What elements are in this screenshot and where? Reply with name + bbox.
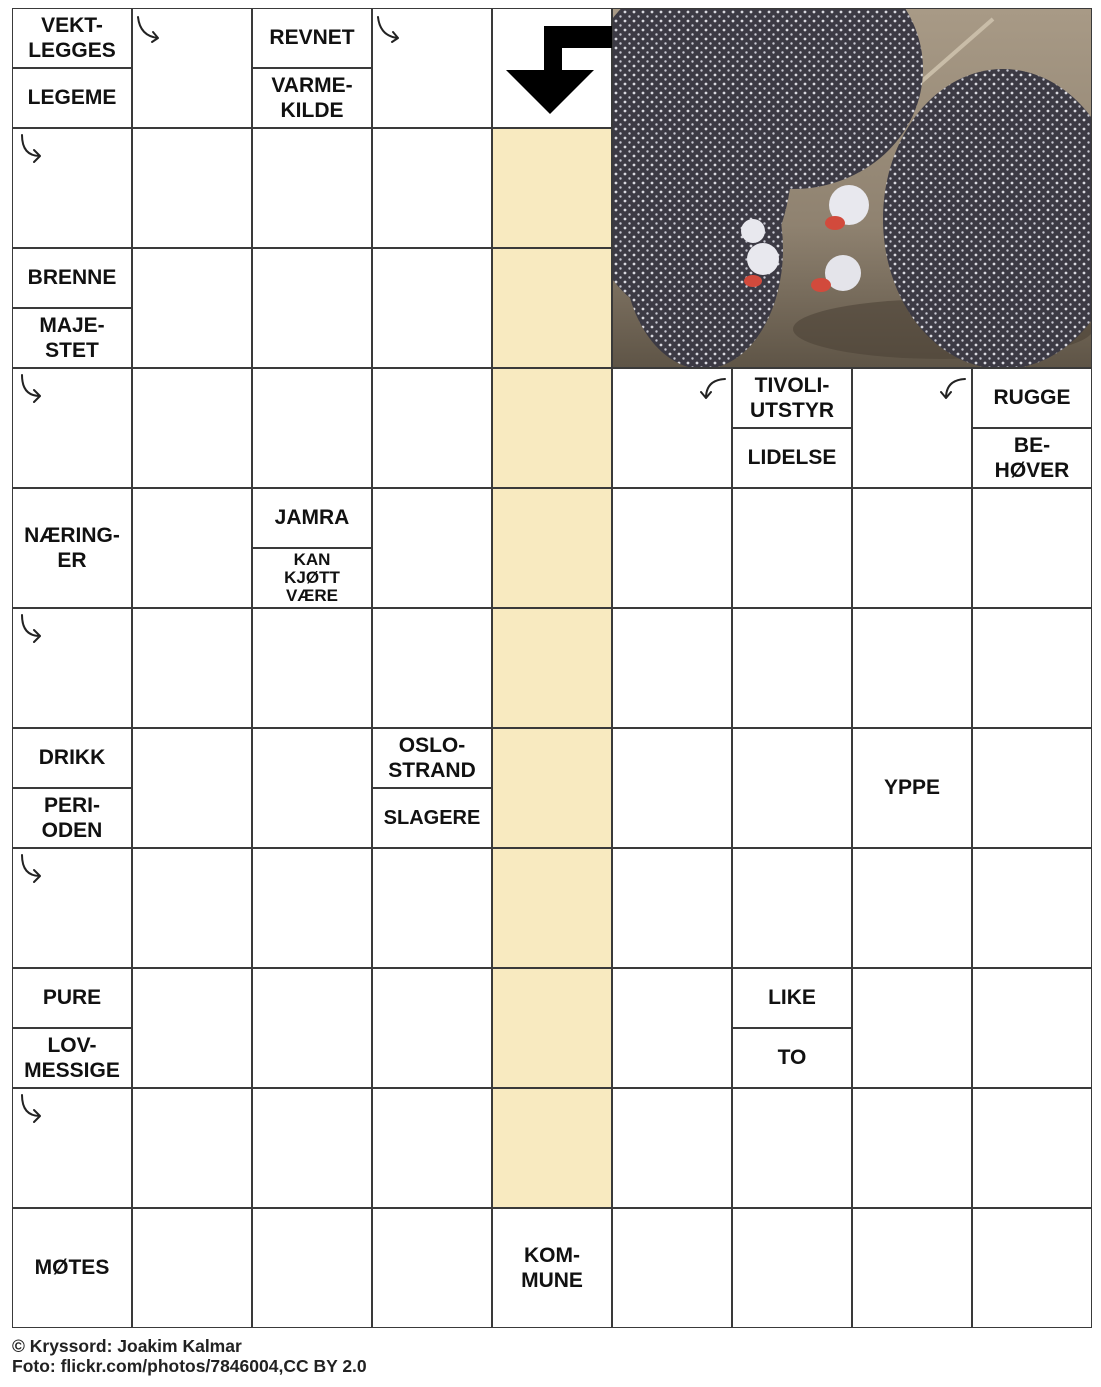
solution-cell[interactable] bbox=[492, 728, 612, 848]
solution-cell[interactable] bbox=[492, 368, 612, 488]
credit-crossword: © Kryssord: Joakim Kalmar bbox=[12, 1336, 242, 1356]
clue-motes: MØTES bbox=[12, 1208, 132, 1328]
answer-cell[interactable] bbox=[972, 968, 1092, 1088]
clue-brenne: BRENNE bbox=[12, 248, 132, 308]
answer-cell[interactable] bbox=[372, 368, 492, 488]
answer-cell[interactable] bbox=[372, 848, 492, 968]
clue-lovmessige: LOV- MESSIGE bbox=[12, 1028, 132, 1088]
answer-cell[interactable] bbox=[252, 1088, 372, 1208]
clue-lidelse: LIDELSE bbox=[732, 428, 852, 488]
arrow-right-down-icon bbox=[374, 12, 404, 44]
solution-cell[interactable] bbox=[492, 248, 612, 368]
answer-cell[interactable] bbox=[252, 728, 372, 848]
answer-cell[interactable] bbox=[852, 608, 972, 728]
credit-photo: Foto: flickr.com/photos/7846004,CC BY 2.0 bbox=[12, 1356, 367, 1376]
answer-cell[interactable] bbox=[612, 728, 732, 848]
answer-cell[interactable] bbox=[132, 608, 252, 728]
answer-cell[interactable] bbox=[372, 1208, 492, 1328]
solution-cell[interactable] bbox=[492, 488, 612, 608]
answer-cell[interactable] bbox=[612, 488, 732, 608]
clue-kommune: KOM- MUNE bbox=[492, 1208, 612, 1328]
answer-cell[interactable] bbox=[612, 1088, 732, 1208]
answer-cell[interactable] bbox=[372, 1088, 492, 1208]
solution-cell[interactable] bbox=[492, 848, 612, 968]
answer-cell[interactable] bbox=[732, 488, 852, 608]
answer-cell[interactable] bbox=[972, 1208, 1092, 1328]
arrow-down-right-icon bbox=[16, 852, 46, 884]
answer-cell[interactable] bbox=[252, 128, 372, 248]
answer-cell[interactable] bbox=[852, 968, 972, 1088]
answer-cell[interactable] bbox=[132, 248, 252, 368]
clue-like: LIKE bbox=[732, 968, 852, 1028]
clue-to: TO bbox=[732, 1028, 852, 1088]
arrow-left-down-icon bbox=[698, 372, 728, 404]
answer-cell[interactable] bbox=[372, 968, 492, 1088]
clue-legeme: LEGEME bbox=[12, 68, 132, 128]
arrow-left-down-icon bbox=[938, 372, 968, 404]
clue-yppe: YPPE bbox=[852, 728, 972, 848]
answer-cell[interactable] bbox=[132, 488, 252, 608]
answer-cell[interactable] bbox=[252, 608, 372, 728]
crossword-grid bbox=[12, 8, 1092, 1328]
answer-cell[interactable] bbox=[852, 1088, 972, 1208]
answer-cell[interactable] bbox=[732, 1088, 852, 1208]
clue-behover: BE- HØVER bbox=[972, 428, 1092, 488]
answer-cell[interactable] bbox=[612, 968, 732, 1088]
clue-vektlegges: VEKT- LEGGES bbox=[12, 8, 132, 68]
clue-rugge: RUGGE bbox=[972, 368, 1092, 428]
guineafowl-photo-icon bbox=[613, 9, 1092, 368]
answer-cell[interactable] bbox=[132, 1208, 252, 1328]
answer-cell[interactable] bbox=[252, 248, 372, 368]
answer-cell[interactable] bbox=[252, 368, 372, 488]
answer-cell[interactable] bbox=[732, 728, 852, 848]
answer-cell[interactable] bbox=[972, 488, 1092, 608]
clue-jamra: JAMRA bbox=[252, 488, 372, 548]
answer-cell[interactable] bbox=[132, 848, 252, 968]
clue-naeringer: NÆRING- ER bbox=[12, 488, 132, 608]
answer-cell[interactable] bbox=[252, 968, 372, 1088]
clue-varmekilde: VARME- KILDE bbox=[252, 68, 372, 128]
arrow-down-right-icon bbox=[16, 612, 46, 644]
solution-cell[interactable] bbox=[492, 608, 612, 728]
answer-cell[interactable] bbox=[972, 848, 1092, 968]
solution-cell[interactable] bbox=[492, 128, 612, 248]
clue-perioden: PERI- ODEN bbox=[12, 788, 132, 848]
clue-pure: PURE bbox=[12, 968, 132, 1028]
clue-slagere: SLAGERE bbox=[372, 788, 492, 848]
credits bbox=[12, 1336, 367, 1376]
answer-cell[interactable] bbox=[252, 848, 372, 968]
solution-cell[interactable] bbox=[492, 968, 612, 1088]
answer-cell[interactable] bbox=[972, 728, 1092, 848]
answer-cell[interactable] bbox=[252, 1208, 372, 1328]
clue-oslostrand: OSLO- STRAND bbox=[372, 728, 492, 788]
answer-cell[interactable] bbox=[372, 608, 492, 728]
arrow-down-right-icon bbox=[16, 1092, 46, 1124]
clue-majestet: MAJE- STET bbox=[12, 308, 132, 368]
clue-revnet: REVNET bbox=[252, 8, 372, 68]
arrow-right-down-icon bbox=[134, 12, 164, 44]
answer-cell[interactable] bbox=[372, 248, 492, 368]
answer-cell[interactable] bbox=[132, 128, 252, 248]
arrow-down-right-icon bbox=[16, 132, 46, 164]
photo-guineafowl bbox=[612, 8, 1092, 368]
answer-cell[interactable] bbox=[132, 728, 252, 848]
answer-cell[interactable] bbox=[612, 1208, 732, 1328]
answer-cell[interactable] bbox=[972, 608, 1092, 728]
answer-cell[interactable] bbox=[132, 1088, 252, 1208]
answer-cell[interactable] bbox=[132, 368, 252, 488]
solution-cell[interactable] bbox=[492, 1088, 612, 1208]
answer-cell[interactable] bbox=[852, 1208, 972, 1328]
arrow-down-right-icon bbox=[16, 372, 46, 404]
answer-cell[interactable] bbox=[852, 488, 972, 608]
answer-cell[interactable] bbox=[732, 848, 852, 968]
answer-cell[interactable] bbox=[972, 1088, 1092, 1208]
clue-kan-kjott-vaere: KAN KJØTT VÆRE bbox=[252, 548, 372, 608]
solution-arrow-icon bbox=[492, 8, 612, 128]
answer-cell[interactable] bbox=[852, 848, 972, 968]
answer-cell[interactable] bbox=[612, 848, 732, 968]
answer-cell[interactable] bbox=[372, 488, 492, 608]
clue-drikk: DRIKK bbox=[12, 728, 132, 788]
answer-cell[interactable] bbox=[132, 968, 252, 1088]
clue-tivoliutstyr: TIVOLI- UTSTYR bbox=[732, 368, 852, 428]
answer-cell[interactable] bbox=[732, 608, 852, 728]
answer-cell[interactable] bbox=[372, 128, 492, 248]
answer-cell[interactable] bbox=[732, 1208, 852, 1328]
answer-cell[interactable] bbox=[612, 608, 732, 728]
